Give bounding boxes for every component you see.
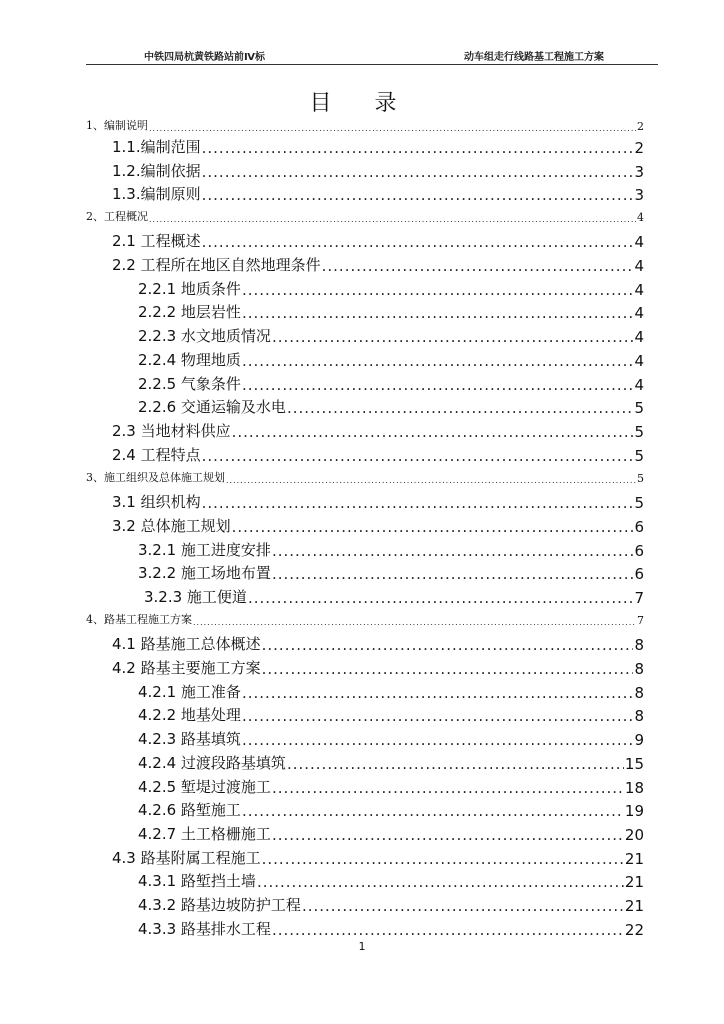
toc-entry[interactable] [112,229,644,251]
toc-entry[interactable] [138,751,644,773]
toc-leader-dots [272,328,634,346]
toc-entry-page: 6 [634,565,644,583]
toc-entry-page: 2 [634,139,644,157]
toc-leader-dots [242,684,634,702]
toc-leader-dots [272,542,634,560]
toc-entry-label: 2.1 工程概述 [112,232,201,250]
toc-entry[interactable] [86,115,644,133]
toc-leader-dots [262,660,634,678]
toc-leader-dots [202,233,634,251]
toc-entry-page: 2 [637,120,644,133]
toc-leader-dots [242,802,624,820]
toc-entry-label: 4.3.2 路基边坡防护工程 [138,896,301,914]
page-header [86,48,658,65]
toc-entry[interactable] [112,490,644,512]
toc-entry[interactable] [138,869,644,891]
toc-entry-page: 6 [634,518,644,536]
toc-entry-page: 4 [634,281,644,299]
toc-leader-dots [202,139,634,157]
toc-entry[interactable] [138,680,644,702]
toc-entry[interactable] [112,443,644,465]
toc-entry-label: 3.2 总体施工规划 [112,517,231,535]
toc-leader-dots [257,873,624,891]
toc-leader-dots [242,731,634,749]
toc-leader-dots [242,304,634,322]
toc-leader-dots [287,399,634,417]
toc-entry[interactable] [138,893,644,915]
toc-entry-page: 4 [634,257,644,275]
toc-leader-dots [242,281,634,299]
toc-entry-label: 4.2.5 堑堤过渡施工 [138,778,271,796]
toc-entry-page: 22 [624,921,644,939]
toc-entry-page: 20 [624,826,644,844]
toc-entry[interactable] [138,561,644,583]
toc-entry[interactable] [112,419,644,441]
toc-entry-label: 3.2.3 施工便道 [144,588,247,606]
toc-leader-dots [149,215,636,224]
toc-entry-label: 4.2 路基主要施工方案 [112,659,261,677]
toc-entry-page: 21 [624,897,644,915]
toc-entry-label: 3.1 组织机构 [112,493,201,511]
toc-leader-dots [226,476,636,485]
toc-entry-page: 3 [634,163,644,181]
toc-leader-dots [193,618,636,627]
toc-entry[interactable] [112,632,644,654]
header-left-text: 中铁四局杭黄铁路站前Ⅳ标 [144,52,265,63]
toc-entry[interactable] [112,182,644,204]
toc-entry[interactable] [112,514,644,536]
toc-entry-label: 4.2.2 地基处理 [138,706,241,724]
toc-entry-page: 21 [624,850,644,868]
toc-leader-dots [149,124,636,133]
toc-entry[interactable] [138,277,644,299]
toc-entry-label: 1.2.编制依据 [112,162,201,180]
toc-entry-label: 2.2.4 物理地质 [138,351,241,369]
toc-entry-page: 4 [637,211,644,224]
toc-entry-label: 2.2.5 气象条件 [138,375,241,393]
toc-leader-dots [242,707,634,725]
toc-entry-label: 2.2 工程所在地区自然地理条件 [112,256,321,274]
toc-leader-dots [232,423,634,441]
toc-entry-page: 4 [634,233,644,251]
toc-entry-page: 18 [624,779,644,797]
toc-leader-dots [248,589,634,607]
toc-entry[interactable] [138,372,644,394]
toc-entry-page: 5 [637,472,644,485]
toc-entry-page: 8 [634,660,644,678]
toc-entry-page: 7 [634,589,644,607]
toc-entry-label: 2.3 当地材料供应 [112,422,231,440]
toc-leader-dots [202,447,634,465]
toc-leader-dots [302,897,624,915]
toc-entry[interactable] [112,135,644,157]
toc-entry-label: 1、编制说明 [86,119,148,132]
toc-entry[interactable] [86,609,644,627]
toc-entry-page: 9 [634,731,644,749]
toc-entry[interactable] [138,775,644,797]
toc-leader-dots [272,921,624,939]
toc-entry[interactable] [138,822,644,844]
toc-entry-label: 3、施工组织及总体施工规划 [86,471,225,484]
toc-entry-label: 4.2.1 施工准备 [138,683,241,701]
toc-entry-label: 1.1.编制范围 [112,138,201,156]
toc-entry[interactable] [138,703,644,725]
toc-entry[interactable] [112,159,644,181]
toc-leader-dots [272,826,624,844]
toc-entry-label: 4.2.4 过渡段路基填筑 [138,754,286,772]
toc-entry-label: 2.2.1 地质条件 [138,280,241,298]
toc-entry-label: 3.2.1 施工进度安排 [138,541,271,559]
toc-entry-page: 7 [637,614,644,627]
toc-entry-page: 4 [634,328,644,346]
toc-entry[interactable] [138,798,644,820]
toc-entry-label: 4.2.6 路堑施工 [138,801,241,819]
toc-entry-page: 3 [634,186,644,204]
toc-entry-label: 3.2.2 施工场地布置 [138,564,271,582]
toc-entry[interactable] [144,585,644,607]
toc-entry-label: 1.3.编制原则 [112,185,201,203]
toc-entry-label: 4.1 路基施工总体概述 [112,635,261,653]
toc-entry[interactable] [138,727,644,749]
toc-entry[interactable] [138,395,644,417]
toc-entry[interactable] [138,538,644,560]
toc-entry-page: 5 [634,494,644,512]
toc-entry-page: 6 [634,542,644,560]
toc-entry-label: 2.2.2 地层岩性 [138,303,241,321]
toc-leader-dots [272,565,634,583]
toc-entry[interactable] [138,917,644,939]
toc-entry[interactable] [86,467,644,485]
toc-leader-dots [262,850,624,868]
toc-entry[interactable] [112,656,644,678]
toc-leader-dots [202,494,634,512]
toc-entry[interactable] [112,846,644,868]
toc-entry[interactable] [138,324,644,346]
toc-entry-page: 4 [634,304,644,322]
toc-entry-label: 2.2.6 交通运输及水电 [138,398,286,416]
toc-entry[interactable] [86,206,644,224]
page-number: 1 [358,940,366,953]
toc-entry-label: 2、工程概况 [86,210,148,223]
toc-entry-label: 4.3.3 路基排水工程 [138,920,271,938]
toc-entry-label: 4、路基工程施工方案 [86,613,192,626]
toc-leader-dots [272,779,624,797]
toc-entry-page: 5 [634,423,644,441]
toc-entry-label: 4.2.7 土工格栅施工 [138,825,271,843]
toc-leader-dots [322,257,634,275]
toc-entry-page: 21 [624,873,644,891]
toc-entry-page: 8 [634,684,644,702]
toc-leader-dots [202,163,634,181]
header-right-text: 动车组走行线路基工程施工方案 [464,52,604,63]
toc-entry-page: 15 [624,755,644,773]
toc-entry-page: 5 [634,399,644,417]
toc-entry-label: 2.4 工程特点 [112,446,201,464]
toc-entry-page: 4 [634,352,644,370]
toc-leader-dots [232,518,634,536]
toc-entry-label: 4.3 路基附属工程施工 [112,849,261,867]
toc-entry-page: 8 [634,707,644,725]
toc-entry[interactable] [138,300,644,322]
toc-entry-page: 8 [634,636,644,654]
toc-entry-label: 4.3.1 路堑挡土墙 [138,872,256,890]
toc-leader-dots [242,352,634,370]
toc-entry-page: 19 [624,802,644,820]
toc-leader-dots [287,755,624,773]
toc-entry-label: 2.2.3 水文地质情况 [138,327,271,345]
toc-leader-dots [242,376,634,394]
toc-leader-dots [262,636,634,654]
toc-entry-page: 5 [634,447,644,465]
toc-entry-page: 4 [634,376,644,394]
toc-leader-dots [202,186,634,204]
toc-title: 目 录 [309,91,415,116]
toc-entry[interactable] [112,253,644,275]
toc-entry-label: 4.2.3 路基填筑 [138,730,241,748]
toc-entry[interactable] [138,348,644,370]
